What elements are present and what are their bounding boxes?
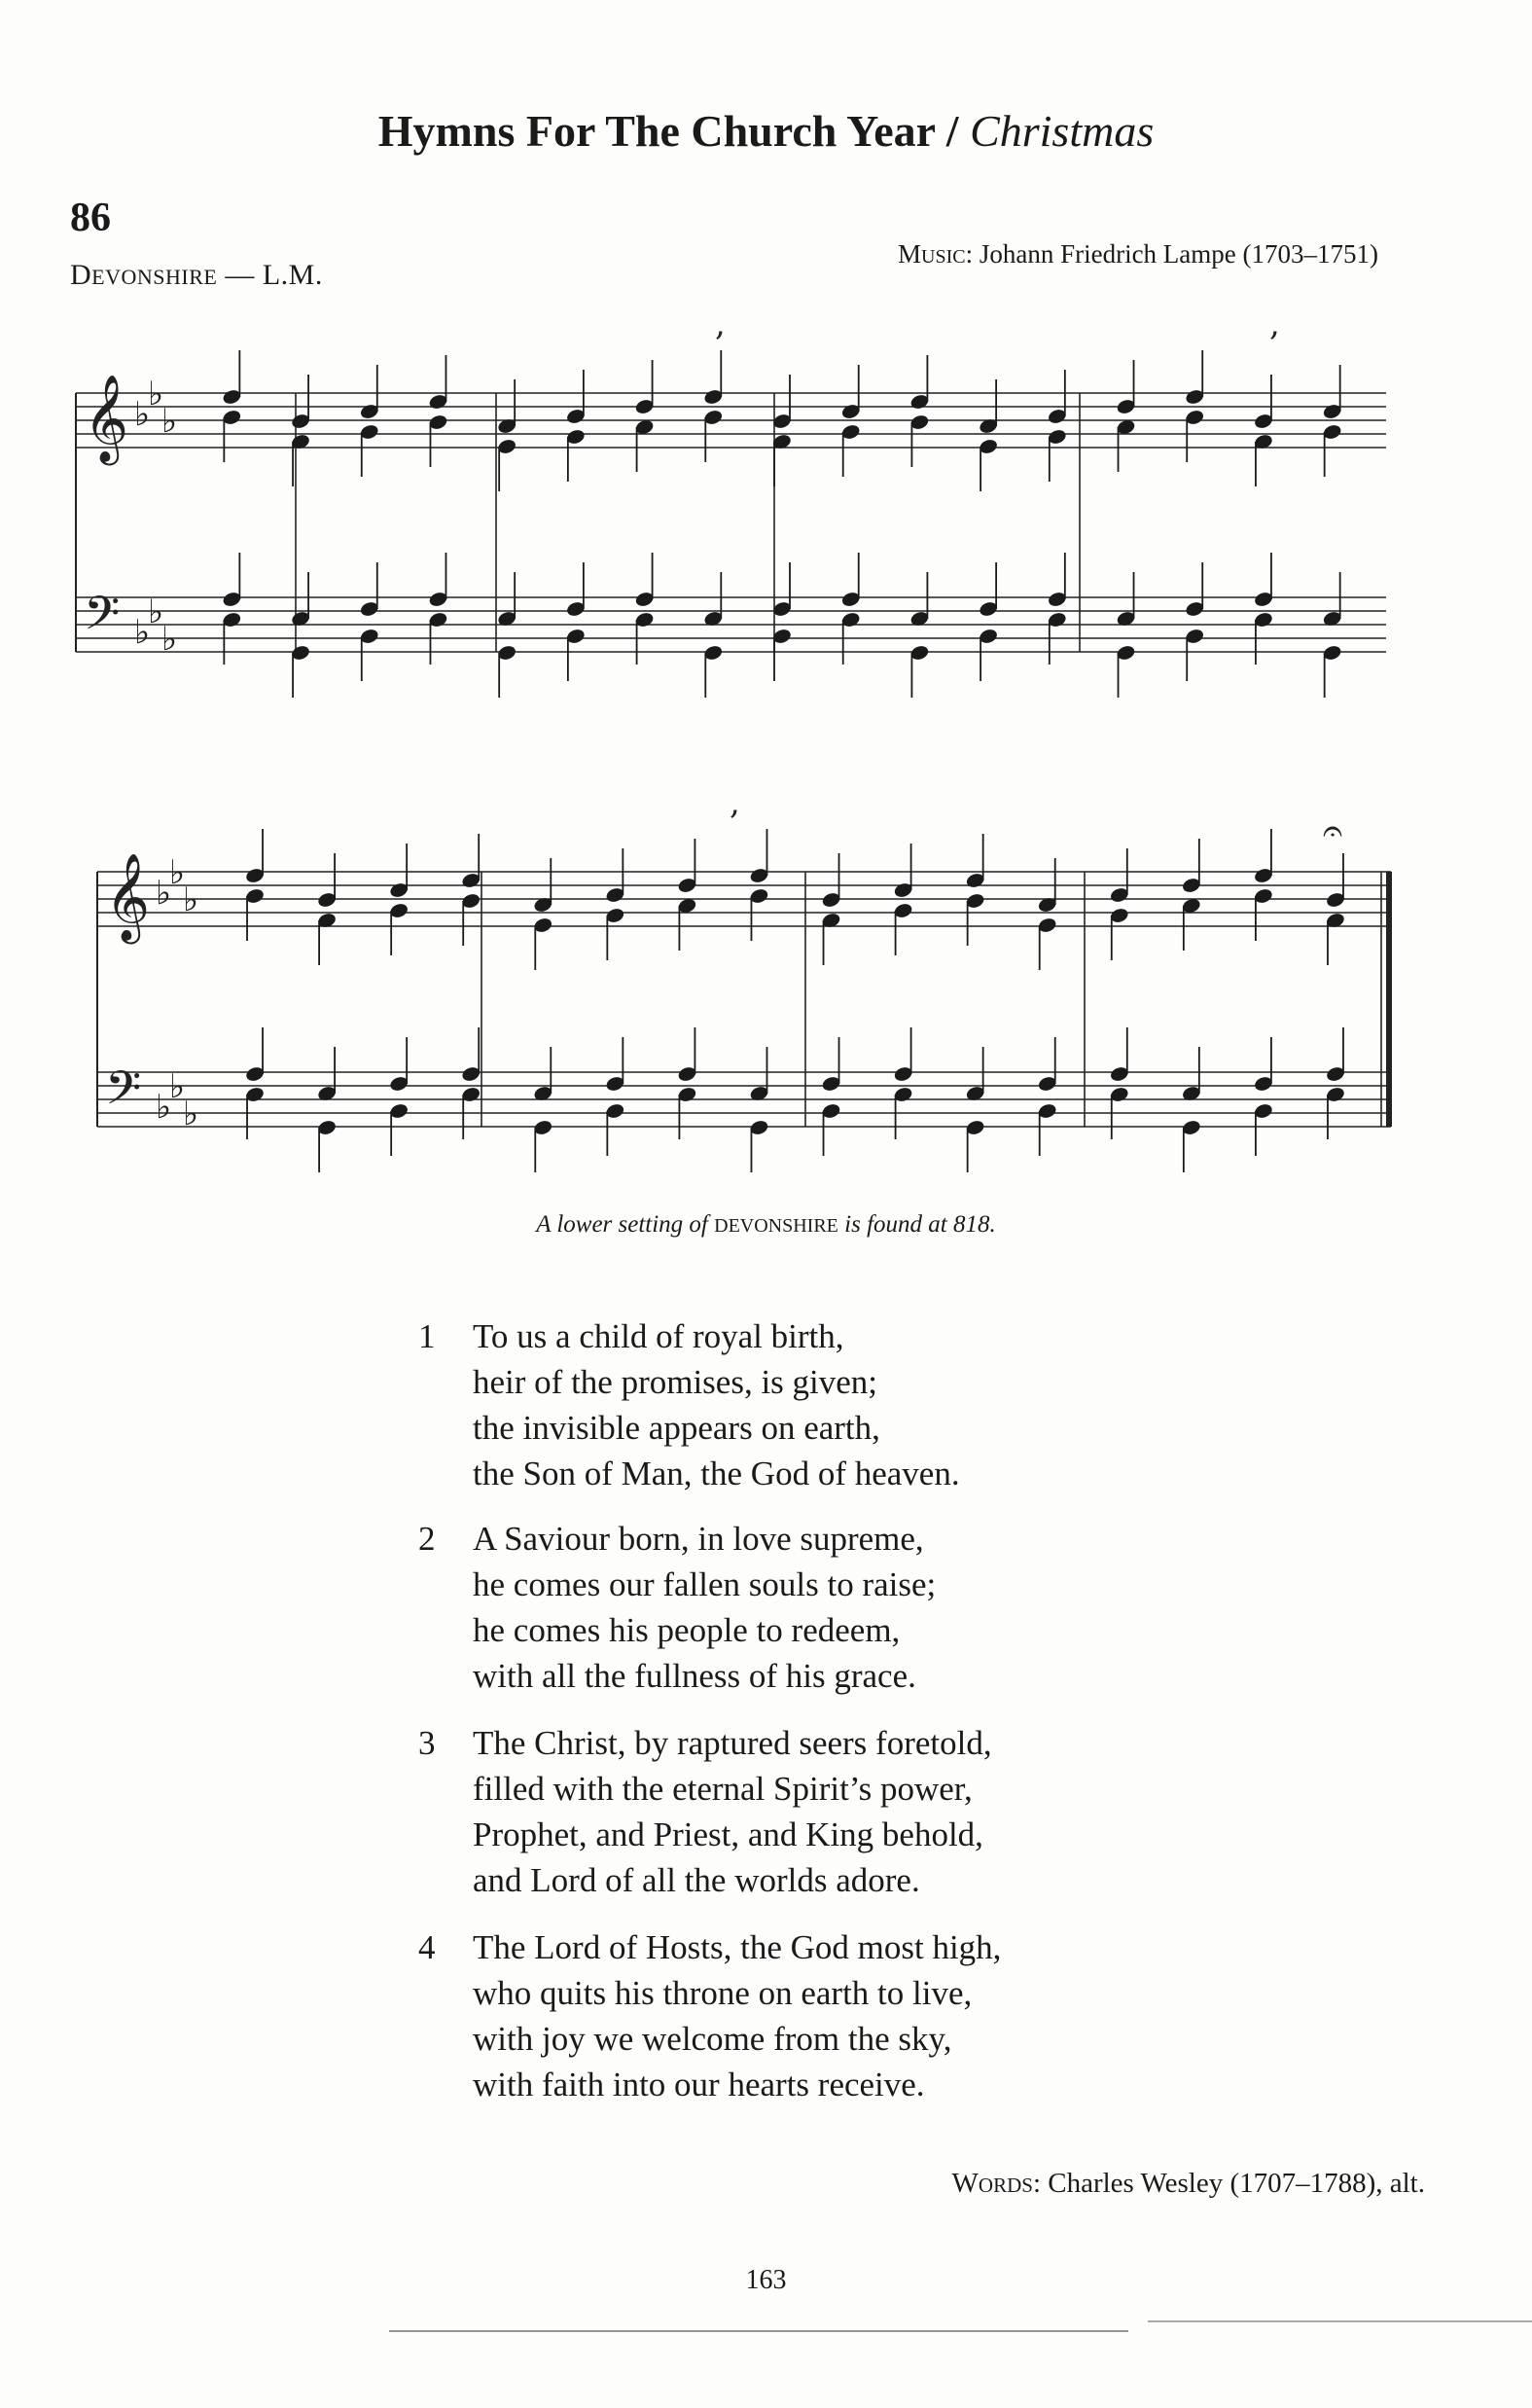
note-prefix: A lower setting of	[536, 1211, 708, 1238]
flat-accidental: ♭	[161, 620, 178, 659]
verse-line: the invisible appears on earth,	[473, 1409, 880, 1447]
note-tune: DEVONSHIRE	[714, 1215, 838, 1237]
verse-1	[418, 1313, 960, 1496]
treble-clef: 𝄞	[105, 853, 151, 941]
flat-accidental: ♭	[183, 1095, 199, 1133]
flat-accidental: ♭	[156, 874, 172, 913]
flat-accidental: ♭	[148, 375, 164, 413]
words-author: : Charles Wesley (1707–1788), alt.	[1032, 2168, 1425, 2199]
flat-accidental: ♭	[134, 395, 151, 434]
tune-line	[70, 259, 323, 292]
verse-line: filled with the eternal Spirit’s power,	[473, 1770, 973, 1808]
section-title-main: Hymns For The Church Year /	[377, 106, 959, 156]
flat-accidental: ♭	[183, 881, 199, 919]
bass-clef: 𝄢	[84, 586, 121, 652]
verse-line: A Saviour born, in love supreme,	[473, 1520, 924, 1558]
music-system-2	[0, 783, 1532, 1197]
verse-line: with faith into our hearts receive.	[473, 2066, 925, 2103]
verse-line: with all the fullness of his grace.	[473, 1657, 916, 1695]
section-title	[0, 105, 1532, 157]
words-label-initial: W	[951, 2168, 979, 2199]
verse-line: The Lord of Hosts, the God most high,	[473, 1928, 1002, 1966]
lower-setting-note	[0, 1211, 1532, 1239]
verse-line: he comes his people to redeem,	[473, 1611, 901, 1649]
verse-number: 1	[418, 1317, 436, 1355]
final-barline-thick	[1386, 872, 1392, 1127]
flat-accidental: ♭	[169, 853, 186, 892]
verse-number: 2	[418, 1520, 436, 1558]
scan-edge-line	[389, 2330, 1128, 2332]
verse-line: the Son of Man, the God of heaven.	[473, 1455, 960, 1492]
music-label-initial: M	[898, 239, 922, 269]
treble-clef: 𝄞	[84, 375, 129, 462]
verse-line: Prophet, and Priest, and King behold,	[473, 1815, 983, 1853]
music-label-rest: USIC	[921, 246, 966, 268]
fermata-mark: 𝄐	[1323, 811, 1343, 851]
music-credit	[898, 239, 1378, 270]
tune-name-initial: D	[70, 259, 92, 291]
meter: — L.M.	[225, 259, 323, 291]
flat-accidental: ♭	[169, 1067, 186, 1106]
music-system-1	[0, 305, 1532, 749]
breath-mark: ,	[730, 783, 740, 822]
verse-line: with joy we welcome from the sky,	[473, 2020, 952, 2058]
breath-mark: ,	[1269, 305, 1280, 343]
words-credit	[952, 2168, 1425, 2200]
verse-number: 4	[418, 1928, 436, 1966]
verse-line: The Christ, by raptured seers foretold,	[473, 1724, 992, 1762]
verse-3	[418, 1720, 992, 1903]
breath-mark: ,	[715, 305, 726, 343]
page-number: 163	[745, 2265, 787, 2295]
verse-4	[418, 1924, 1001, 2107]
verse-line: and Lord of all the worlds adore.	[473, 1861, 920, 1899]
verse-line: he comes our fallen souls to raise;	[473, 1565, 937, 1603]
flat-accidental: ♭	[156, 1088, 172, 1127]
section-subtitle: Christmas	[970, 106, 1155, 156]
verse-line: who quits his throne on earth to live,	[473, 1974, 973, 2012]
verse-line: To us a child of royal birth,	[473, 1317, 844, 1355]
flat-accidental: ♭	[161, 402, 178, 441]
verse-line: heir of the promises, is given;	[473, 1363, 878, 1401]
words-label-rest: ORDS	[978, 2174, 1033, 2197]
tune-name-rest: EVONSHIRE	[91, 265, 218, 289]
scan-edge-line	[1148, 2320, 1532, 2322]
verse-number: 3	[418, 1724, 436, 1762]
flat-accidental: ♭	[148, 593, 164, 631]
note-suffix: is found at 818.	[844, 1211, 996, 1238]
bass-clef: 𝄢	[105, 1060, 142, 1127]
hymn-number: 86	[70, 196, 111, 240]
flat-accidental: ♭	[134, 613, 151, 652]
verse-2	[418, 1516, 936, 1699]
music-composer: : Johann Friedrich Lampe (1703–1751)	[965, 239, 1378, 269]
